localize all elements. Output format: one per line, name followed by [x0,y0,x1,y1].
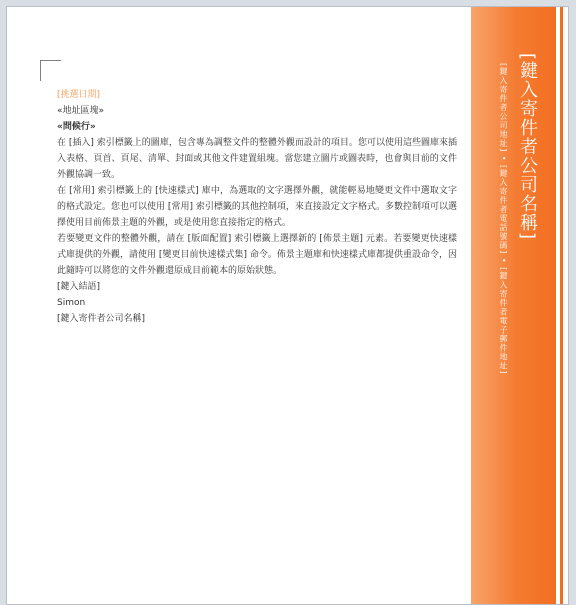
greeting-line[interactable]: «問候行» [57,122,96,132]
date-field[interactable]: [挑選日期] [57,90,101,100]
orange-sidebar [471,7,569,605]
body-paragraph-3[interactable]: 若要變更文件的整體外觀，請在 [版面配置] 索引標籤上選擇新的 [佈景主題] 元素。若要變更快速樣式庫提供的外觀，請使用 [變更目前快速樣式集] 命令。佈景主題庫和快速樣式庫都提供重設命令，因此隨時可以將您的文件外觀還原成目前範本的原始狀態。 [57,234,457,276]
letter-body[interactable] [57,87,457,327]
sidebar-address-line[interactable]: [鍵入寄件者公司地址] • [鍵入寄件者電話號碼] • [鍵入寄件者電子郵件地址] [499,63,508,375]
document-page [6,6,569,605]
body-paragraph-1[interactable]: 在 [插入] 索引標籤上的圖庫，包含專為調整文件的整體外觀而設計的項目。您可以使用這些圖庫來插入表格、頁首、頁尾、清單、封面或其他文件建置組塊。當您建立圖片或圖表時，也會與目前的文件外觀協調一致。 [57,138,457,180]
closing-field[interactable]: [鍵入結語] [57,282,101,292]
text-boundary-marker [40,60,61,81]
sender-company[interactable]: [鍵入寄件者公司名稱] [57,314,146,324]
sidebar-stripe [563,7,569,605]
sidebar-company-name[interactable]: [鍵入寄件者公司名稱] [517,53,538,241]
sidebar-stripe [556,7,560,605]
body-paragraph-2[interactable]: 在 [常用] 索引標籤上的 [快速樣式] 庫中，為選取的文字選擇外觀，就能輕易地變更文件中選取文字的格式設定。您也可以使用 [常用] 索引標籤的其他控制項，來直接設定文字格式。多數控制項可以選擇使用目前佈景主題的外觀，或是使用您直接指定的格式。 [57,186,457,228]
address-block[interactable]: «地址區塊» [57,106,105,116]
sender-name[interactable]: Simon [57,298,86,308]
